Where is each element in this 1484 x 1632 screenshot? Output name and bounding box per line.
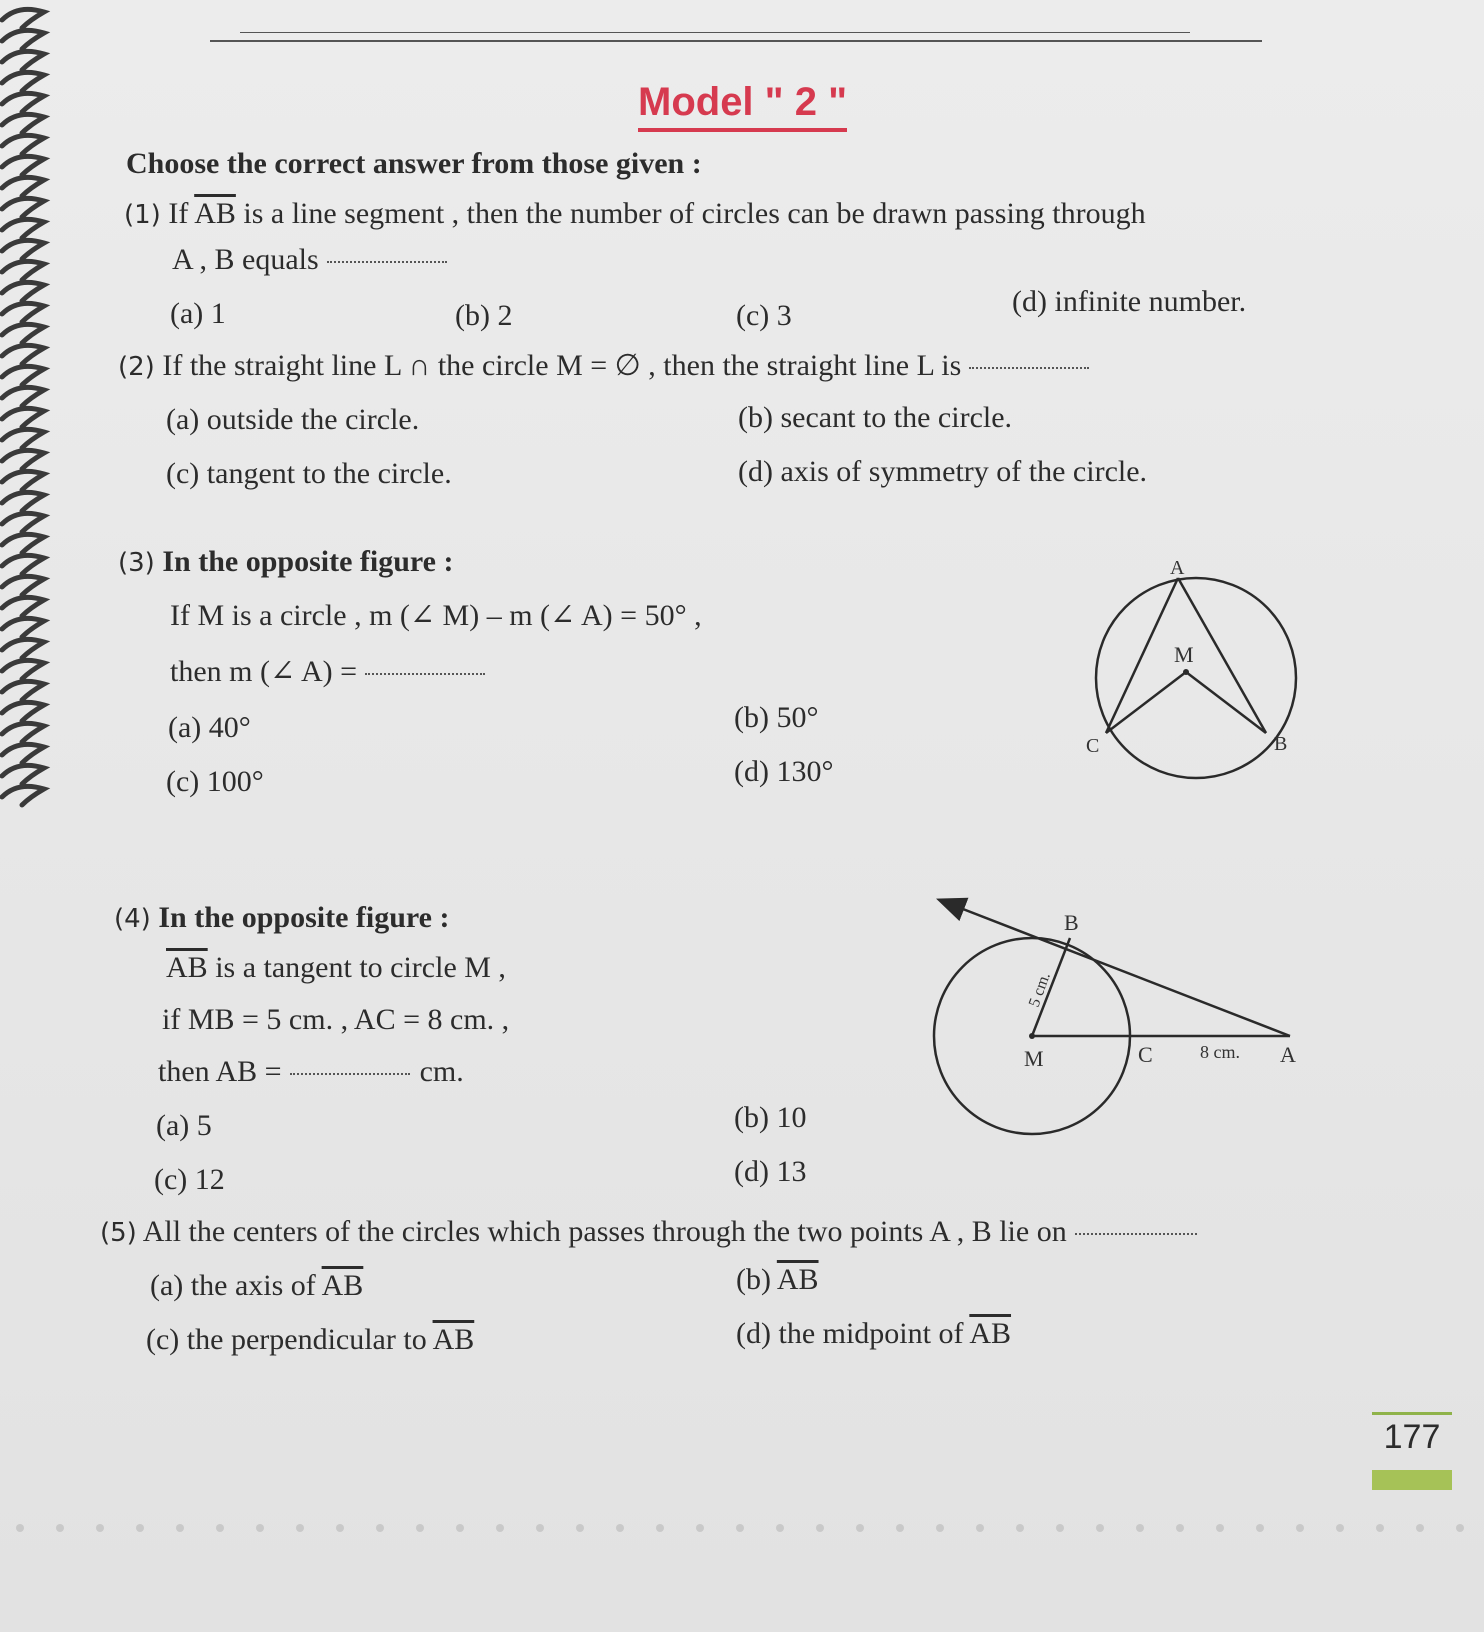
option-2c[interactable]: (c) tangent to the circle. [166, 457, 452, 490]
length-label-ca: 8 cm. [1200, 1042, 1240, 1062]
question-1 [124, 196, 1146, 233]
answer-blank[interactable] [1075, 1233, 1197, 1235]
option-text: (d) the midpoint of [736, 1317, 964, 1350]
option-text: (a) the axis of [150, 1269, 316, 1302]
decorative-dot [1296, 1524, 1304, 1532]
option-5b[interactable] [736, 1262, 819, 1298]
length-label-mb: 5 cm. [1025, 970, 1054, 1010]
spiral-coil [2, 555, 44, 574]
question-number: (2) [118, 352, 155, 382]
spiral-coil [2, 93, 44, 112]
point-label-m: M [1174, 642, 1194, 667]
question-text: A , B equals [172, 243, 319, 276]
spiral-coil [2, 240, 44, 259]
instructions: Choose the correct answer from those given : [126, 147, 702, 180]
spiral-binding [0, 0, 60, 1632]
decorative-dot [696, 1524, 704, 1532]
question-text: then m (∠ A) = [170, 655, 358, 688]
spiral-coil [2, 660, 44, 679]
question-3 [118, 544, 453, 581]
option-3b[interactable]: (b) 50° [734, 701, 819, 734]
decorative-dot [816, 1524, 824, 1532]
option-5a[interactable] [150, 1268, 363, 1304]
spiral-coil [2, 345, 44, 364]
option-3d[interactable]: (d) 130° [734, 755, 834, 788]
option-text: (c) the perpendicular to [146, 1323, 427, 1356]
spiral-coil [2, 681, 44, 700]
page-number: 177 [1372, 1412, 1452, 1459]
decorative-dot [1256, 1524, 1264, 1532]
option-4b[interactable]: (b) 10 [734, 1101, 807, 1134]
decorative-dot [1216, 1524, 1224, 1532]
option-4d[interactable]: (d) 13 [734, 1155, 807, 1188]
spiral-coil [2, 177, 44, 196]
option-text: (b) [736, 1263, 771, 1296]
question-4 [114, 900, 449, 937]
spiral-coil [2, 72, 44, 91]
page-title: Model " 2 " [638, 78, 847, 132]
decorative-border [0, 1516, 1484, 1540]
question-text: If the straight line L ∩ the circle M = ∅ , then the straight line L is [162, 349, 962, 382]
decorative-dot [936, 1524, 944, 1532]
decorative-dot [1376, 1524, 1384, 1532]
question-4-line3 [158, 1054, 464, 1090]
spiral-coil [2, 135, 44, 154]
question-number: (4) [114, 904, 151, 934]
spiral-coil [2, 198, 44, 217]
decorative-dot [576, 1524, 584, 1532]
spiral-coil [2, 492, 44, 511]
decorative-dot [1016, 1524, 1024, 1532]
segment-label: $\overline{AB}$ [321, 1269, 364, 1302]
decorative-dot [976, 1524, 984, 1532]
segment-label: $\overline{AB}$ [432, 1323, 475, 1356]
spiral-coil [2, 618, 44, 637]
decorative-dot [1336, 1524, 1344, 1532]
option-1c[interactable]: (c) 3 [736, 299, 792, 332]
spiral-coil [2, 408, 44, 427]
top-rule-thin [240, 32, 1190, 33]
segment-label: $\overline{AB}$ [166, 951, 208, 984]
spiral-coil [2, 30, 44, 49]
point-label-b: B [1274, 733, 1288, 755]
decorative-dot [1456, 1524, 1464, 1532]
question-3-line2 [170, 654, 485, 690]
question-3-line1: If M is a circle , m (∠ M) – m (∠ A) = 50° , [170, 599, 702, 632]
option-3c[interactable]: (c) 100° [166, 765, 264, 798]
spiral-coil [2, 156, 44, 175]
answer-blank[interactable] [290, 1073, 410, 1075]
answer-blank[interactable] [365, 673, 485, 675]
point-label-b: B [1064, 910, 1079, 935]
point-label-c: C [1086, 735, 1100, 757]
spiral-coil [2, 303, 44, 322]
unit-label: cm. [419, 1055, 464, 1088]
option-5c[interactable] [146, 1322, 474, 1358]
spiral-coil [2, 9, 44, 28]
spiral-coil [2, 639, 44, 658]
spiral-coil [2, 114, 44, 133]
decorative-dot [336, 1524, 344, 1532]
decorative-dot [416, 1524, 424, 1532]
spiral-coil [2, 51, 44, 70]
decorative-dot [216, 1524, 224, 1532]
option-1b[interactable]: (b) 2 [455, 299, 513, 332]
option-2d[interactable]: (d) axis of symmetry of the circle. [738, 455, 1148, 488]
segment-label: $\overline{AB}$ [194, 197, 236, 230]
decorative-dot [776, 1524, 784, 1532]
decorative-dot [1416, 1524, 1424, 1532]
decorative-dot [656, 1524, 664, 1532]
spiral-coil [2, 744, 44, 763]
decorative-dot [256, 1524, 264, 1532]
option-4c[interactable]: (c) 12 [154, 1163, 225, 1196]
decorative-dot [1176, 1524, 1184, 1532]
question-1-line2 [172, 242, 447, 278]
segment-label: $\overline{AB}$ [776, 1263, 819, 1296]
decorative-dot [376, 1524, 384, 1532]
question-text: then AB = [158, 1055, 282, 1088]
answer-blank[interactable] [969, 367, 1089, 369]
decorative-dot [1096, 1524, 1104, 1532]
decorative-dot [496, 1524, 504, 1532]
spiral-coil [2, 366, 44, 385]
option-2b[interactable]: (b) secant to the circle. [738, 401, 1013, 434]
decorative-dot [1056, 1524, 1064, 1532]
point-label-a: A [1170, 557, 1185, 579]
question-text: is a tangent to circle M , [215, 951, 506, 984]
spiral-coil [2, 723, 44, 742]
option-2a[interactable]: (a) outside the circle. [166, 403, 420, 436]
spiral-coil [2, 576, 44, 595]
decorative-dot [736, 1524, 744, 1532]
decorative-dot [616, 1524, 624, 1532]
spiral-coil [2, 597, 44, 616]
spiral-coil [2, 261, 44, 280]
tangent-figure-q4 [920, 890, 1320, 1150]
point-label-a: A [1280, 1042, 1296, 1067]
spiral-coil [2, 786, 44, 805]
segment-label: $\overline{AB}$ [969, 1317, 1012, 1350]
option-1d[interactable]: (d) infinite number. [1012, 285, 1247, 318]
option-5d[interactable] [736, 1316, 1011, 1352]
question-heading: In the opposite figure : [158, 901, 450, 934]
question-4-line2: if MB = 5 cm. , AC = 8 cm. , [162, 1003, 510, 1036]
decorative-dot [136, 1524, 144, 1532]
question-number: (1) [124, 200, 161, 230]
decorative-dot [296, 1524, 304, 1532]
point-label-m: M [1024, 1046, 1044, 1071]
question-4-line1 [166, 950, 506, 986]
question-2 [118, 348, 1089, 385]
decorative-dot [896, 1524, 904, 1532]
option-4a[interactable]: (a) 5 [156, 1109, 212, 1142]
spiral-coil [2, 429, 44, 448]
spiral-coil [2, 765, 44, 784]
decorative-dot [96, 1524, 104, 1532]
spiral-coil [2, 282, 44, 301]
question-text: is a line segment , then the number of circles can be drawn passing through [243, 197, 1146, 230]
page-number-bar [1372, 1470, 1452, 1490]
decorative-dot [16, 1524, 24, 1532]
decorative-dot [536, 1524, 544, 1532]
question-heading: In the opposite figure : [162, 545, 454, 578]
decorative-dot [56, 1524, 64, 1532]
question-5 [100, 1214, 1197, 1251]
circle-figure-q3 [1070, 550, 1320, 790]
spiral-coil [2, 471, 44, 490]
top-rule [210, 40, 1262, 42]
question-text: All the centers of the circles which passes through the two points A , B lie on [142, 1215, 1067, 1248]
decorative-dot [856, 1524, 864, 1532]
question-number: (3) [118, 548, 155, 578]
option-1a[interactable]: (a) 1 [170, 297, 226, 330]
option-3a[interactable]: (a) 40° [168, 711, 251, 744]
decorative-dot [176, 1524, 184, 1532]
spiral-coil [2, 387, 44, 406]
spiral-coil [2, 702, 44, 721]
spiral-coil [2, 219, 44, 238]
question-text: If [168, 197, 189, 230]
answer-blank[interactable] [327, 261, 447, 263]
spiral-coil [2, 450, 44, 469]
spiral-coil [2, 534, 44, 553]
point-label-c: C [1138, 1042, 1153, 1067]
decorative-dot [456, 1524, 464, 1532]
decorative-dot [1136, 1524, 1144, 1532]
question-number: (5) [100, 1218, 137, 1248]
spiral-coil [2, 513, 44, 532]
spiral-coil [2, 324, 44, 343]
